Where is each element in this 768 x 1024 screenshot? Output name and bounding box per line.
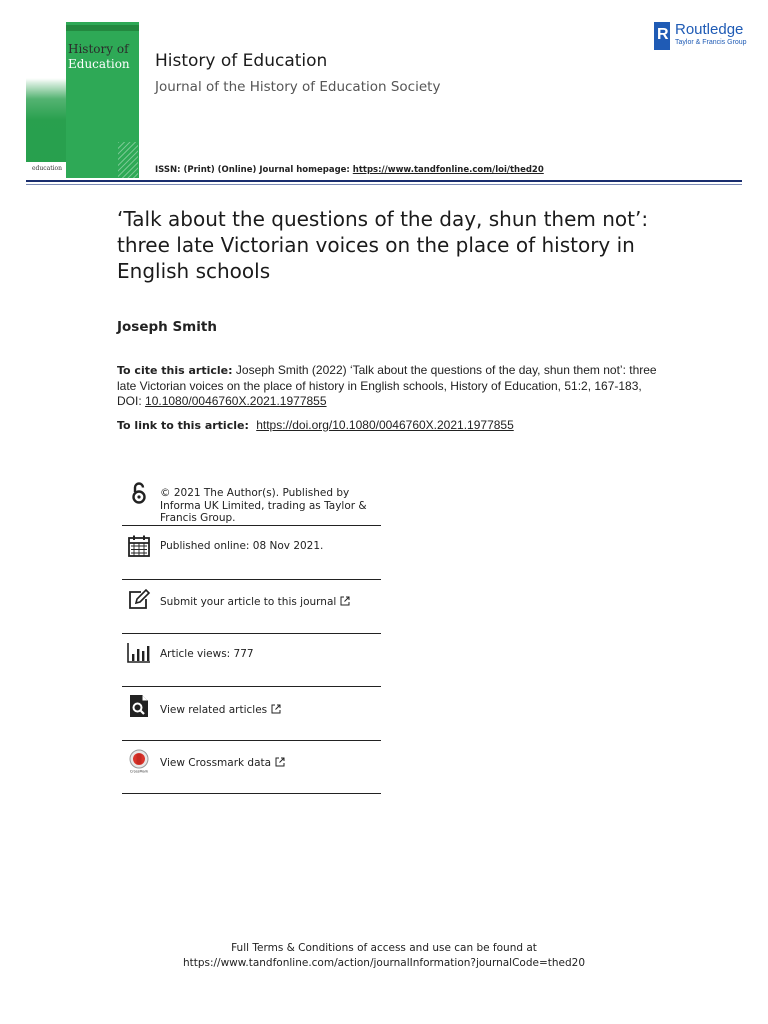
footer-terms-url[interactable]: https://www.tandfonline.com/action/journalInformation?journalCode=thed20 [182, 957, 586, 969]
citation-doi-link[interactable]: 10.1080/0046760X.2021.1977855 [145, 394, 327, 408]
published-date-text: Published online: 08 Nov 2021. [160, 540, 324, 552]
cover-pattern [118, 142, 138, 178]
issn-label: ISSN: (Print) (Online) Journal homepage: [155, 165, 350, 175]
cover-title-line2: Education [68, 57, 130, 71]
open-access-row [122, 478, 381, 526]
search-document-icon [127, 694, 151, 718]
footer-terms-text: Full Terms & Conditions of access and use can be found at [231, 942, 537, 954]
header-rule [26, 180, 742, 182]
header-rule-thin [26, 184, 742, 185]
citation-block [117, 363, 657, 410]
routledge-mark-icon: R [654, 22, 670, 50]
citation-label: To cite this article: [117, 364, 233, 377]
submit-article-link[interactable]: Submit your article to this journal [160, 596, 350, 609]
journal-cover-thumbnail [26, 22, 139, 178]
article-views-row [122, 634, 381, 687]
article-author: Joseph Smith [117, 319, 217, 335]
external-link-icon [340, 596, 350, 606]
external-link-icon [271, 704, 281, 714]
submit-article-row[interactable] [122, 580, 381, 634]
citation-text: Joseph Smith (2022) ‘Talk about the questions of the day, shun them not’: three late Victorian voices on the place of history in English schools, History of Education, 51:2, 167-183, DOI: [117, 363, 657, 408]
crossmark-link[interactable]: View Crossmark data [160, 757, 285, 770]
edit-icon [127, 588, 151, 612]
calendar-icon [127, 534, 151, 558]
cover-title-line1: History of [68, 42, 129, 56]
publisher-name: Routledge [675, 21, 744, 38]
related-articles-link[interactable]: View related articles [160, 704, 281, 717]
related-articles-row[interactable] [122, 687, 381, 741]
journal-subtitle: Journal of the History of Education Society [155, 79, 441, 95]
journal-title: History of Education [155, 51, 328, 71]
article-link-line [117, 418, 514, 432]
routledge-logo[interactable] [654, 22, 746, 50]
published-row [122, 526, 381, 580]
journal-homepage-link[interactable]: https://www.tandfonline.com/loi/thed20 [352, 165, 544, 175]
crossmark-icon [127, 749, 151, 773]
cover-society-logo: education [32, 165, 62, 172]
article-info-list [122, 478, 381, 794]
article-views-text: Article views: 777 [160, 648, 254, 660]
license-text: © 2021 The Author(s). Published by Informa UK Limited, trading as Taylor & Francis Group. [160, 487, 367, 524]
article-title: ‘Talk about the questions of the day, shun them not’: three late Victorian voices on the place of history in English schools [117, 207, 649, 283]
article-doi-url-link[interactable]: https://doi.org/10.1080/0046760X.2021.1977855 [256, 418, 514, 432]
publisher-tagline: Taylor & Francis Group [675, 39, 747, 46]
cover-top-strip [66, 25, 139, 31]
bar-chart-icon [127, 641, 151, 665]
cover-fade [26, 22, 66, 162]
issn-line [155, 165, 544, 175]
open-access-icon [127, 481, 151, 505]
crossmark-row[interactable] [122, 741, 381, 794]
link-label: To link to this article: [117, 419, 249, 432]
external-link-icon [275, 757, 285, 767]
svg-text:CrossMark: CrossMark [129, 769, 149, 773]
footer [0, 941, 768, 971]
